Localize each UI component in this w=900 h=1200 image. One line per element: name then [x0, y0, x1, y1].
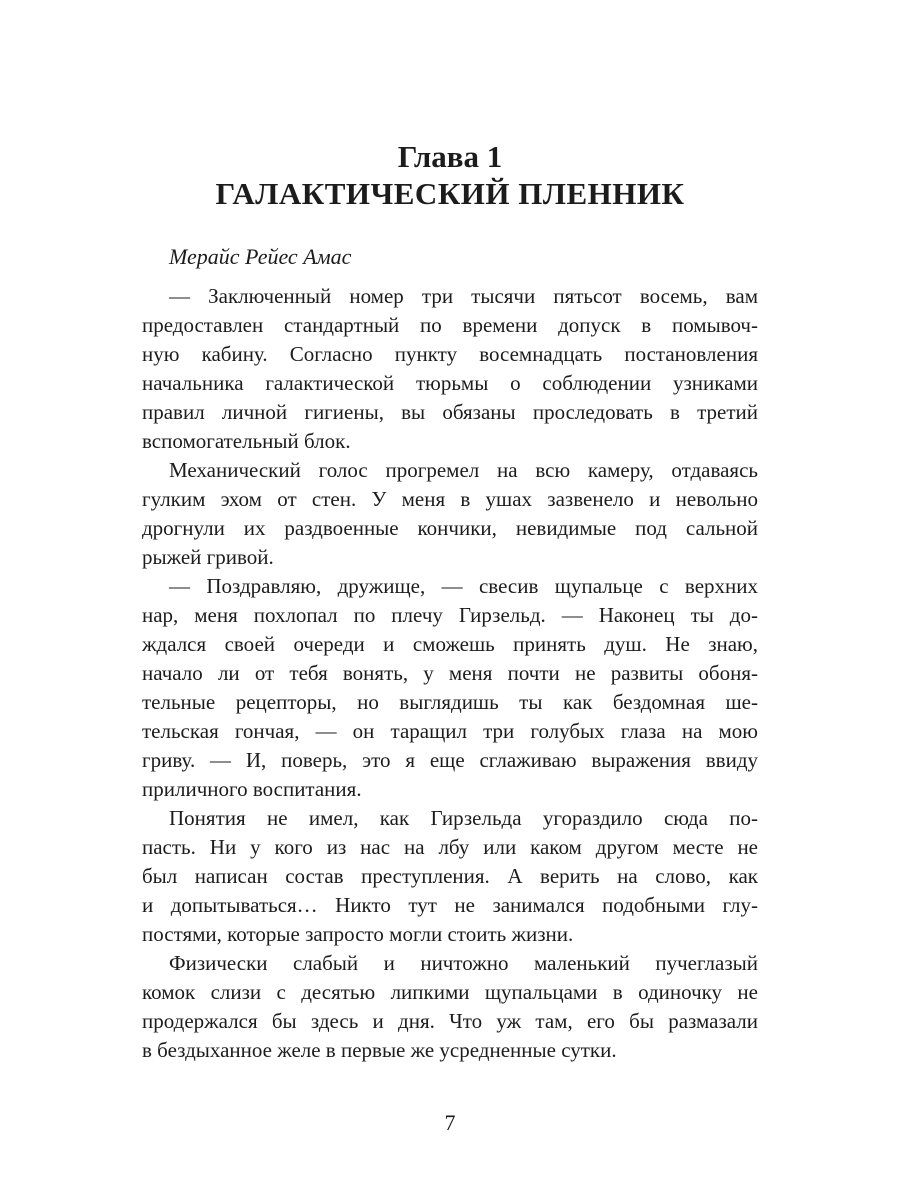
text-line: Понятия не имел, как Гирзельда угораздило сюда по-	[169, 806, 758, 830]
text-line: Физически слабый и ничтожно маленький пучеглазый	[169, 951, 758, 975]
text-line: в бездыханное желе в первые же усредненные сутки.	[142, 1038, 617, 1062]
text-line: начальника галактической тюрьмы о соблюдении узниками	[142, 371, 758, 395]
text-line: комок слизи с десятью липкими щупальцами в одиночку не	[142, 980, 758, 1004]
text-line: нар, меня похлопал по плечу Гирзельд. — Наконец ты до-	[142, 603, 758, 627]
text-line: рыжей гривой.	[142, 545, 274, 569]
text-line: правил личной гигиены, вы обязаны проследовать в третий	[142, 400, 758, 424]
text-line: ную кабину. Согласно пункту восемнадцать постановления	[142, 342, 758, 366]
paragraph	[142, 282, 758, 456]
text-line: и допытываться… Никто тут не занимался подобными глу-	[142, 893, 758, 917]
body-text	[142, 282, 758, 1065]
page-number: 7	[444, 1110, 456, 1135]
paragraph	[142, 456, 758, 572]
text-line: вспомогательный блок.	[142, 429, 351, 453]
text-line: тельская гончая, — он таращил три голубых глаза на мою	[142, 719, 758, 743]
text-line: дрогнули их раздвоенные кончики, невидимые под сальной	[142, 516, 758, 540]
paragraph	[142, 804, 758, 949]
text-line: постями, которые запросто могли стоить жизни.	[142, 922, 574, 946]
text-line: — Поздравляю, дружище, — свесив щупальце с верхних	[169, 574, 758, 598]
chapter-heading	[142, 0, 758, 212]
text-line: предоставлен стандартный по времени допуск в помывоч-	[142, 313, 758, 337]
text-line: Механический голос прогремел на всю камеру, отдаваясь	[169, 458, 758, 482]
chapter-number: Глава 1	[397, 139, 503, 174]
text-line: гулким эхом от стен. У меня в ушах зазвенело и невольно	[142, 487, 758, 511]
text-line: был написан состав преступления. А верить на слово, как	[142, 864, 758, 888]
text-line: тельные рецепторы, но выглядишь ты как бездомная ше-	[142, 690, 758, 714]
text-line: гриву. — И, поверь, это я еще сглаживаю выражения ввиду	[142, 748, 758, 772]
chapter-title: ГАЛАКТИЧЕСКИЙ ПЛЕННИК	[215, 176, 685, 211]
text-line: начало ли от тебя вонять, у меня почти не развиты обоня-	[142, 661, 758, 685]
text-line: приличного воспитания.	[142, 777, 362, 801]
pov-character-name: Мерайс Рейес Амас	[169, 244, 352, 269]
paragraph	[142, 572, 758, 804]
text-line: пасть. Ни у кого из нас на лбу или каком другом месте не	[142, 835, 758, 859]
text-line: продержался бы здесь и дня. Что уж там, его бы размазали	[142, 1009, 758, 1033]
text-line: — Заключенный номер три тысячи пятьсот восемь, вам	[169, 284, 758, 308]
text-line: ждался своей очереди и сможешь принять душ. Не знаю,	[142, 632, 758, 656]
paragraph	[142, 949, 758, 1065]
